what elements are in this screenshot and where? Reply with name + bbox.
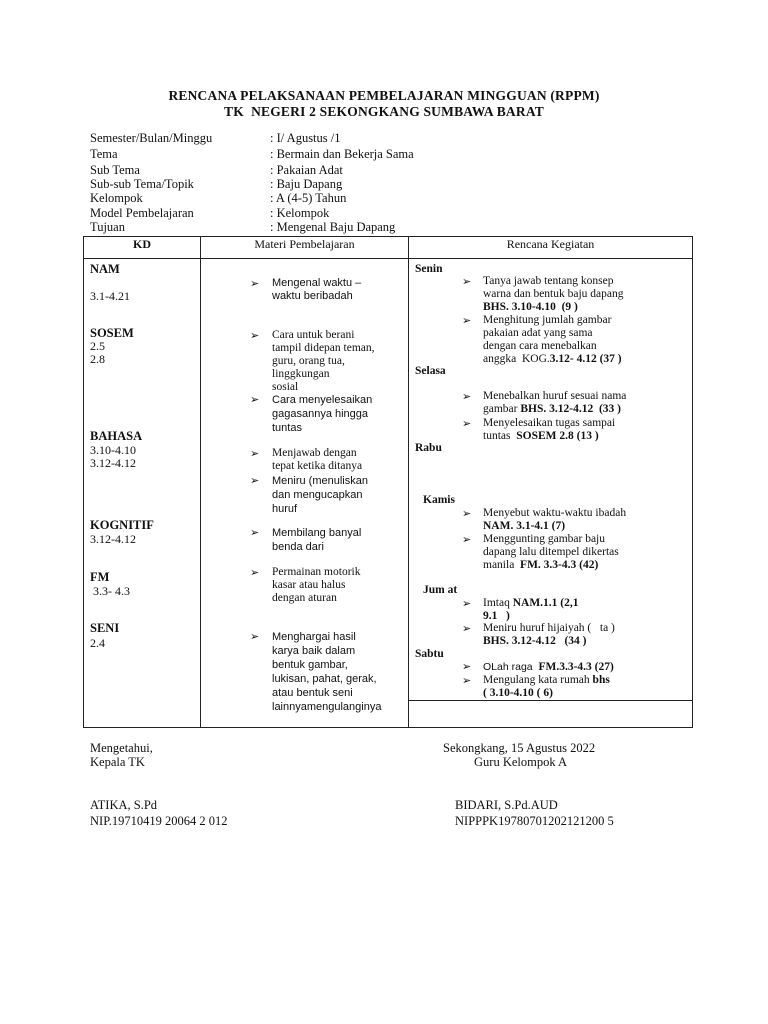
kegiatan-item: Menggunting gambar baju dapang lalu ditempel dikertas manila FM. 3.3-4.3 (42) — [483, 533, 619, 571]
bullet-arrow-icon: ➢ — [250, 526, 260, 539]
bullet-arrow-icon: ➢ — [462, 275, 472, 288]
kd-fm: FM — [90, 570, 110, 584]
info-value-tema: : Bermain dan Bekerja Sama — [270, 147, 414, 161]
document-title-line2: TK NEGERI 2 SEKONGKANG SUMBAWA BARAT — [224, 104, 544, 119]
kegiatan-item: Menyelesaikan tugas sampai tuntas SOSEM 2.8 (13 ) — [483, 417, 616, 442]
day-sabtu: Sabtu — [415, 648, 444, 660]
header-kegiatan: Rencana Kegiatan — [506, 237, 595, 251]
info-label-model: Model Pembelajaran — [90, 206, 194, 220]
bullet-arrow-icon: ➢ — [250, 566, 260, 579]
table-col-divider-1 — [200, 236, 201, 728]
info-value-semester: : I/ Agustus /1 — [270, 131, 341, 145]
info-value-model: : Kelompok — [270, 206, 330, 220]
info-value-tujuan: : Mengenal Baju Dapang — [270, 220, 396, 234]
kegiatan-item: Menyebut waktu-waktu ibadah NAM. 3.1-4.1 (7) — [483, 507, 627, 532]
bullet-arrow-icon: ➢ — [462, 417, 472, 430]
day-senin: Senin — [415, 263, 443, 275]
kd-nam: NAM — [90, 262, 120, 276]
bullet-arrow-icon: ➢ — [462, 674, 472, 687]
kegiatan-item: OLah raga FM.3.3-4.3 (27) — [483, 661, 614, 673]
kd-sosem: SOSEM — [90, 326, 134, 340]
sig-right-line1: Sekongkang, 15 Agustus 2022 — [443, 741, 596, 755]
materi-item: Cara untuk berani tampil didepan teman, guru, orang tua, linggkungan sosial — [272, 329, 375, 393]
info-label-subtema: Sub Tema — [90, 163, 140, 177]
table-row-divider — [408, 700, 693, 701]
day-jumat: Jum at — [423, 584, 458, 596]
sig-left-line2: Kepala TK — [90, 755, 145, 769]
materi-item: Cara menyelesaikan gagasannya hingga tuntas — [272, 394, 373, 434]
materi-item: Meniru (menuliskan dan mengucapkan huruf — [272, 475, 368, 515]
kd-code: 2.4 — [90, 636, 105, 650]
info-label-kelompok: Kelompok — [90, 191, 143, 205]
bullet-arrow-icon: ➢ — [462, 314, 472, 327]
bullet-arrow-icon: ➢ — [250, 474, 260, 487]
table-header-divider — [83, 258, 693, 259]
kd-bahasa: BAHASA — [90, 429, 143, 443]
kd-code: 3.10-4.10 — [90, 443, 136, 457]
table-col-divider-2 — [408, 236, 409, 728]
bullet-arrow-icon: ➢ — [462, 533, 472, 546]
bullet-arrow-icon: ➢ — [250, 329, 260, 342]
materi-item: Menjawab dengan tepat ketika ditanya — [272, 447, 363, 472]
day-selasa: Selasa — [415, 365, 446, 377]
day-rabu: Rabu — [415, 442, 442, 454]
bullet-arrow-icon: ➢ — [462, 507, 472, 520]
info-label-tujuan: Tujuan — [90, 220, 125, 234]
materi-item: Mengenal waktu – waktu beribadah — [272, 277, 362, 302]
info-value-kelompok: : A (4-5) Tahun — [270, 191, 347, 205]
sig-left-name: ATIKA, S.Pd — [90, 798, 158, 812]
day-kamis: Kamis — [423, 494, 455, 506]
info-label-semester: Semester/Bulan/Minggu — [90, 131, 213, 145]
sig-left-nip: NIP.19710419 20064 2 012 — [90, 814, 228, 828]
bullet-arrow-icon: ➢ — [250, 630, 260, 643]
sig-left-line1: Mengetahui, — [90, 741, 153, 755]
bullet-arrow-icon: ➢ — [462, 597, 472, 610]
bullet-arrow-icon: ➢ — [462, 390, 472, 403]
table-border-right — [692, 236, 693, 728]
materi-item: Menghargai hasil karya baik dalam bentuk gambar, lukisan, pahat, gerak, atau bentuk seni lainnyamengulanginya — [272, 631, 382, 713]
info-label-topik: Sub-sub Tema/Topik — [90, 177, 194, 191]
kd-code: 3.12-4.12 — [90, 456, 136, 470]
materi-item: Membilang banyal benda dari — [272, 527, 362, 553]
kegiatan-item: Meniru huruf hijaiyah ( ta ) BHS. 3.12-4.12 (34 ) — [483, 622, 615, 647]
kd-seni: SENI — [90, 621, 120, 635]
kegiatan-item: Imtaq NAM.1.1 (2,1 9.1 ) — [483, 597, 579, 622]
kegiatan-item: Menebalkan huruf sesuai nama gambar BHS. 3.12-4.12 (33 ) — [483, 390, 627, 415]
document-title-line1: RENCANA PELAKSANAAN PEMBELAJARAN MINGGUAN (RPPM) — [168, 88, 600, 103]
bullet-arrow-icon: ➢ — [462, 660, 472, 673]
info-label-tema: Tema — [90, 147, 118, 161]
sig-right-line2: Guru Kelompok A — [474, 755, 568, 769]
header-materi: Materi Pembelajaran — [254, 237, 355, 251]
kd-code: 3.3- 4.3 — [90, 584, 130, 598]
info-value-topik: : Baju Dapang — [270, 177, 343, 191]
kd-code: 2.8 — [90, 352, 105, 366]
kegiatan-item: Mengulang kata rumah bhs ( 3.10-4.10 ( 6) — [483, 674, 610, 699]
sig-right-name: BIDARI, S.Pd.AUD — [455, 798, 558, 812]
info-value-subtema: : Pakaian Adat — [270, 163, 343, 177]
kd-kognitif: KOGNITIF — [90, 518, 154, 532]
kd-code: 2.5 — [90, 339, 105, 353]
bullet-arrow-icon: ➢ — [250, 277, 260, 290]
table-border-left — [83, 236, 84, 728]
materi-item: Permainan motorik kasar atau halus dengan aturan — [272, 566, 361, 604]
bullet-arrow-icon: ➢ — [250, 393, 260, 406]
header-kd: KD — [133, 237, 151, 251]
sig-right-nip: NIPPPK19780701202121200 5 — [455, 814, 614, 828]
bullet-arrow-icon: ➢ — [250, 447, 260, 460]
bullet-arrow-icon: ➢ — [462, 622, 472, 635]
kegiatan-item: Menghitung jumlah gambar pakaian adat yang sama dengan cara menebalkan anggka KOG.3.12- 4.12 (37 ) — [483, 314, 622, 365]
kd-code: 3.1-4.21 — [90, 289, 130, 303]
table-border-bottom — [83, 727, 693, 728]
kd-code: 3.12-4.12 — [90, 532, 136, 546]
kegiatan-item: Tanya jawab tentang konsep warna dan bentuk baju dapang BHS. 3.10-4.10 (9 ) — [483, 275, 624, 313]
